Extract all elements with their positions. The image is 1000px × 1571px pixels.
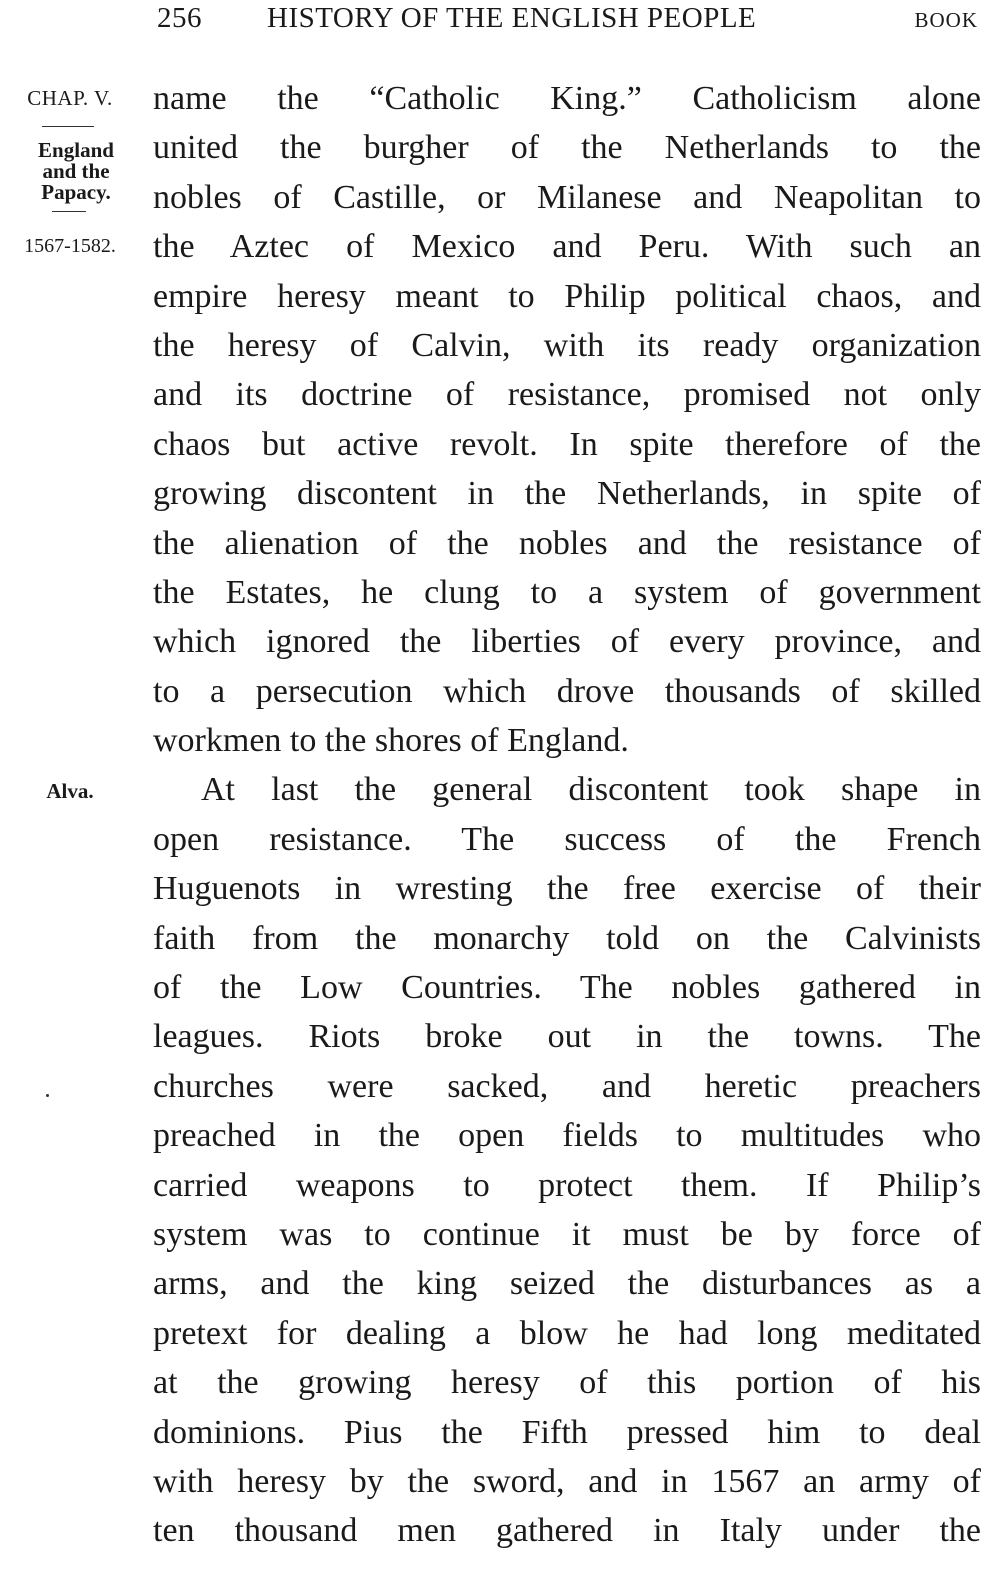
margin-alva-note: Alva. [46,779,94,803]
text-line: nobles of Castille, or Milanese and Neapolitan to [153,178,981,216]
text-line: which ignored the liberties of every province, and [153,623,981,661]
text-line: name the “Catholic King.” Catholicism alone [153,80,981,117]
margin-chapter-label: CHAP. V. [27,86,113,110]
body-text [153,74,981,1556]
paragraph-1 [153,74,981,765]
text-line: at the growing heresy of this portion of his [153,1364,981,1402]
text-line: leagues. Riots broke out in the towns. The [153,1018,981,1056]
text-line: empire heresy meant to Philip political chaos, and [153,277,981,315]
text-line: carried weapons to protect them. If Philip’s [153,1166,981,1204]
margin-rule [52,211,86,212]
text-line: churches were sacked, and heretic preachers [153,1067,981,1105]
text-line: ten thousand men gathered in Italy under the [153,1512,981,1550]
text-line: Huguenots in wresting the free exercise of their [153,870,981,908]
book-label: BOOK [914,8,978,32]
text-line: chaos but active revolt. In spite therefore of the [153,425,981,463]
text-line: faith from the monarchy told on the Calvinists [153,919,981,957]
text-line: united the burgher of the Netherlands to the [153,129,981,167]
text-line: preached in the open fields to multitudes who [153,1117,981,1155]
margin-topic-line: and the [42,159,110,183]
text-line: the Aztec of Mexico and Peru. With such an [153,228,981,266]
text-line: the heresy of Calvin, with its ready organization [153,326,981,364]
margin-rule [42,126,94,127]
margin-topic-line: Papacy. [41,180,111,204]
text-line: dominions. Pius the Fifth pressed him to deal [153,1413,981,1451]
margin-topic-line: England [38,138,114,162]
ink-speck [46,1094,49,1097]
text-line: pretext for dealing a blow he had long meditated [153,1314,981,1352]
running-head [157,2,978,38]
text-line: workmen to the shores of England. [153,722,629,760]
text-line: At last the general discontent took shape in [201,771,981,809]
text-line: the Estates, he clung to a system of government [153,573,981,611]
page-number: 256 [157,2,202,34]
text-line: growing discontent in the Netherlands, in spite of [153,475,981,513]
text-line: and its doctrine of resistance, promised not only [153,376,981,414]
text-line: system was to continue it must be by force of [153,1215,981,1253]
paragraph-2 [153,765,981,1555]
text-line: open resistance. The success of the French [153,820,981,858]
margin-dates-note: 1567-1582. [24,235,116,257]
text-line: with heresy by the sword, and in 1567 an army of [153,1462,981,1500]
text-line: arms, and the king seized the disturbances as a [153,1265,981,1303]
text-line: of the Low Countries. The nobles gathered in [153,969,981,1007]
running-title: HISTORY OF THE ENGLISH PEOPLE [267,2,757,34]
margin-topic-note [6,140,146,203]
text-line: to a persecution which drove thousands of skilled [153,672,981,710]
text-line: the alienation of the nobles and the resistance of [153,524,981,562]
